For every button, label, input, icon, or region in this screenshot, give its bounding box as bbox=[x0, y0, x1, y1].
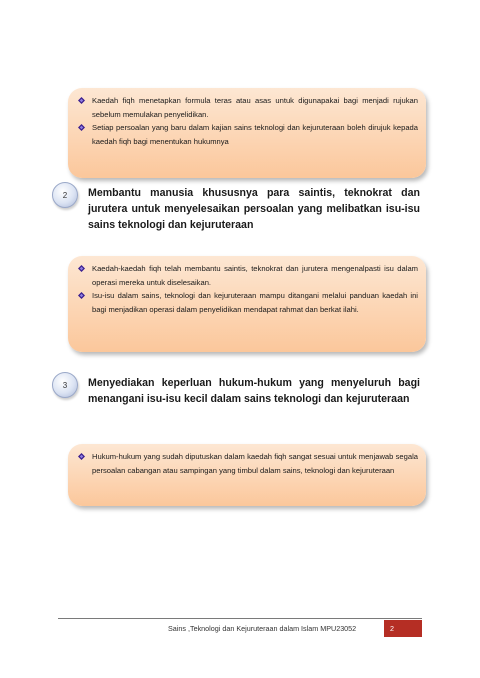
section-heading: Membantu manusia khususnya para saintis, teknokrat dan jurutera untuk menyelesaikan persoalan yang melibatkan isu-isu sains teknologi dan kejuruteraan bbox=[88, 187, 420, 231]
diamond-bullet-icon bbox=[78, 97, 85, 104]
bullet-text: Kaedah-kaedah fiqh telah membantu saintis, teknokrat dan jurutera mengenalpasti isu dalam operasi mereka untuk diselesaikan. bbox=[92, 264, 418, 287]
info-box-1 bbox=[68, 88, 426, 178]
list-item bbox=[76, 450, 418, 477]
list-item bbox=[76, 262, 418, 289]
diamond-bullet-icon bbox=[78, 265, 85, 272]
bullet-text: Hukum-hukum yang sudah diputuskan dalam kaedah fiqh sangat sesuai untuk menjawab segala persoalan cabangan atau sampingan yang timbul dalam sains, teknologi dan kejuruteraan bbox=[92, 452, 418, 475]
bullet-list bbox=[76, 262, 418, 316]
section-heading: Menyediakan keperluan hukum-hukum yang menyeluruh bagi menangani isu-isu kecil dalam sains teknologi dan kejuruteraan bbox=[88, 377, 420, 405]
section-number-badge: 3 bbox=[52, 372, 78, 398]
bullet-list bbox=[76, 94, 418, 148]
info-box-2 bbox=[68, 256, 426, 352]
bullet-text: Isu-isu dalam sains, teknologi dan kejuruteraan mampu ditangani melalui panduan kaedah ini bagi menjadikan operasi dalam penyelidikan mendapat rahmat dan berkat ilahi. bbox=[92, 291, 418, 314]
footer-divider bbox=[58, 618, 422, 619]
list-item bbox=[76, 289, 418, 316]
diamond-bullet-icon bbox=[78, 453, 85, 460]
list-item bbox=[76, 94, 418, 121]
list-item bbox=[76, 121, 418, 148]
page-number: 2 bbox=[384, 620, 422, 637]
section-number-badge: 2 bbox=[52, 182, 78, 208]
footer-title: Sains ,Teknologi dan Kejuruteraan dalam Islam MPU23052 bbox=[168, 624, 357, 633]
bullet-list bbox=[76, 450, 418, 477]
diamond-bullet-icon bbox=[78, 124, 85, 131]
bullet-text: Setiap persoalan yang baru dalam kajian sains teknologi dan kejuruteraan boleh dirujuk kepada kaedah fiqh bagi menentukan hukumnya bbox=[92, 123, 418, 146]
diamond-bullet-icon bbox=[78, 292, 85, 299]
info-box-3 bbox=[68, 444, 426, 506]
bullet-text: Kaedah fiqh menetapkan formula teras atau asas untuk digunapakai bagi menjadi rujukan sebelum memulakan penyelidikan. bbox=[92, 96, 418, 119]
